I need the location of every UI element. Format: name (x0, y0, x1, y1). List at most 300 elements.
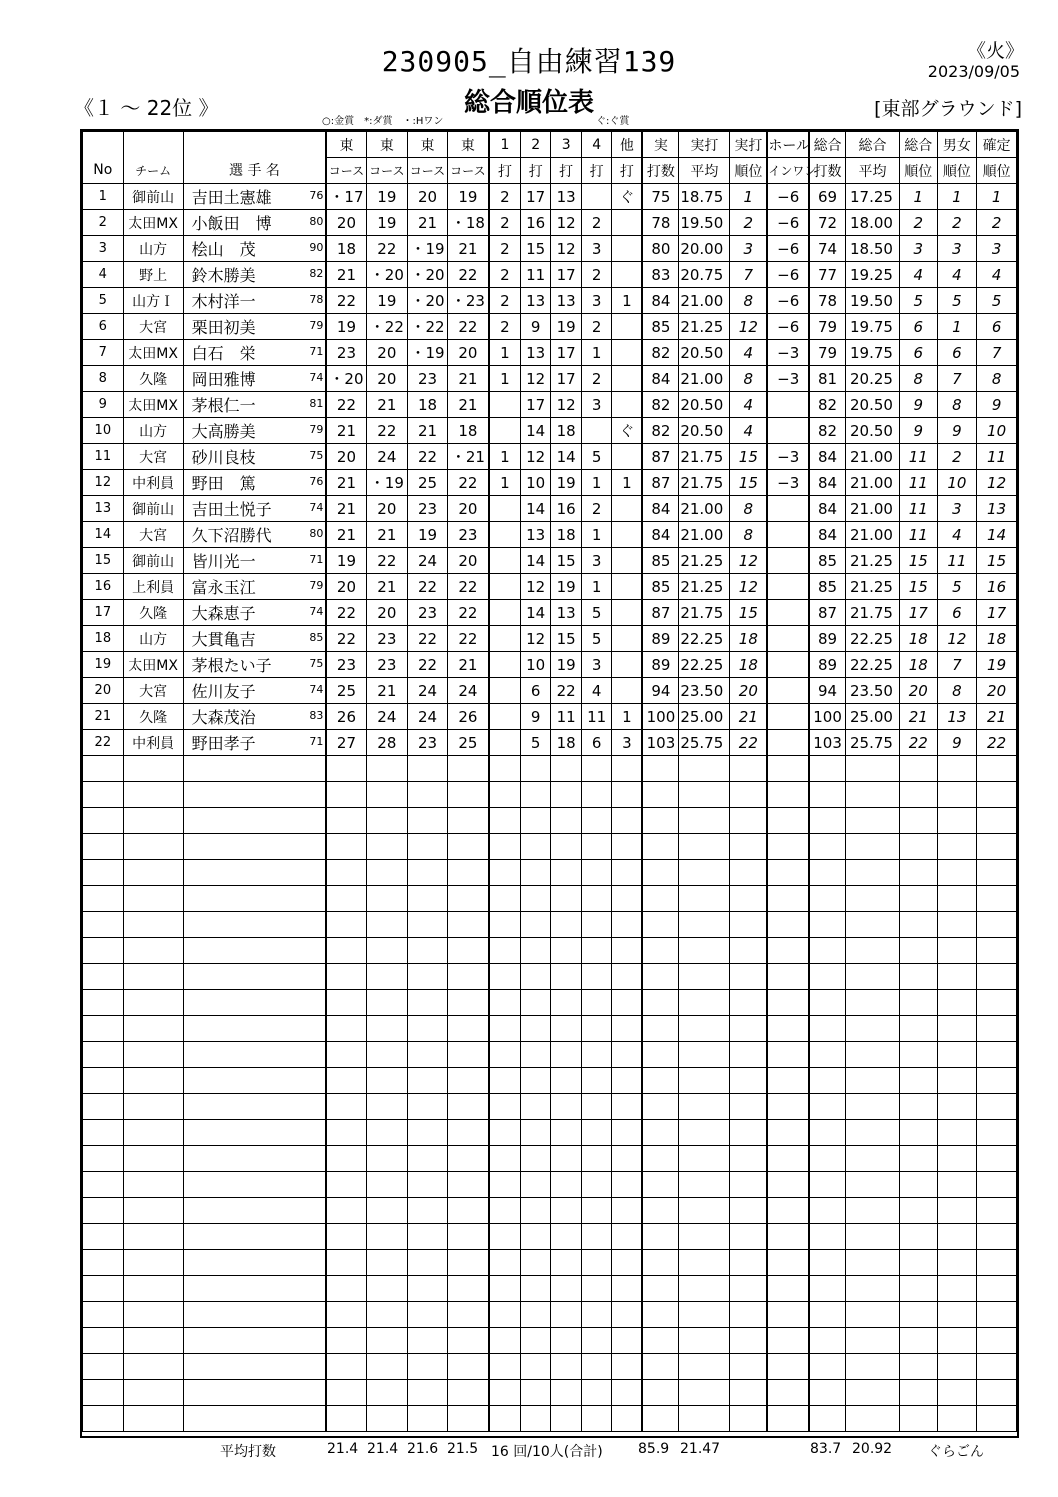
empty-cell (447, 756, 489, 782)
empty-cell (520, 834, 550, 860)
empty-row (83, 1276, 1017, 1302)
cell-no: 19 (83, 652, 124, 678)
column-header-17: 平均 (846, 158, 900, 184)
empty-cell (642, 1224, 679, 1250)
column-header-4: コース (366, 158, 408, 184)
player-name: 佐川友子 (191, 682, 256, 701)
cell-total: 85 (809, 548, 846, 574)
cell-h4: 1 (581, 340, 611, 366)
cell-h1: 2 (489, 288, 521, 314)
cell-team: 太田MX (123, 392, 183, 418)
empty-cell (612, 1120, 642, 1146)
cell-other: 3 (612, 730, 642, 756)
cell-team: 山方 (123, 236, 183, 262)
cell-hio (767, 418, 809, 444)
empty-cell (809, 912, 846, 938)
empty-cell (937, 782, 977, 808)
empty-cell (83, 1406, 124, 1432)
empty-cell (937, 756, 977, 782)
cell-hio (767, 392, 809, 418)
empty-cell (489, 1042, 521, 1068)
empty-cell (767, 860, 809, 886)
cell-h1: 2 (489, 262, 521, 288)
cell-h3: 19 (551, 652, 581, 678)
empty-cell (937, 912, 977, 938)
cell-h2: 14 (520, 600, 550, 626)
cell-avg: 20.75 (679, 262, 730, 288)
empty-cell (83, 1120, 124, 1146)
empty-cell (581, 990, 611, 1016)
player-age: 76 (309, 189, 324, 202)
empty-cell (642, 1094, 679, 1120)
cell-team: 太田MX (123, 652, 183, 678)
player-name: 吉田土悦子 (191, 500, 272, 519)
cell-rank: 12 (730, 548, 768, 574)
cell-c1: 22 (326, 392, 366, 418)
empty-cell (730, 756, 768, 782)
cell-tavg: 19.25 (846, 262, 900, 288)
empty-cell (408, 912, 448, 938)
cell-strokes: 75 (642, 184, 679, 210)
cell-tavg: 21.00 (846, 496, 900, 522)
cell-h2: 13 (520, 340, 550, 366)
cell-total: 78 (809, 288, 846, 314)
empty-cell (937, 1354, 977, 1380)
empty-cell (899, 912, 937, 938)
cell-strokes: 85 (642, 548, 679, 574)
empty-cell (612, 1224, 642, 1250)
cell-grank: 13 (937, 704, 977, 730)
empty-cell (447, 1250, 489, 1276)
empty-cell (489, 1328, 521, 1354)
cell-no: 3 (83, 236, 124, 262)
cell-grank: 1 (937, 314, 977, 340)
empty-cell (326, 1406, 366, 1432)
empty-cell (642, 1198, 679, 1224)
cell-h1 (489, 548, 521, 574)
empty-cell (183, 964, 326, 990)
empty-cell (679, 1198, 730, 1224)
empty-cell (326, 1276, 366, 1302)
cell-team: 御前山 (123, 548, 183, 574)
footer-course2-avg: 21.4 (367, 1441, 399, 1457)
player-name: 岡田雅博 (191, 370, 256, 389)
cell-c3: 23 (408, 366, 448, 392)
empty-cell (937, 808, 977, 834)
cell-c1: 20 (326, 574, 366, 600)
player-age: 76 (309, 475, 324, 488)
cell-other (612, 366, 642, 392)
cell-c4: 22 (447, 626, 489, 652)
empty-cell (83, 1016, 124, 1042)
empty-cell (489, 1276, 521, 1302)
cell-c1: 21 (326, 496, 366, 522)
cell-h1: 1 (489, 470, 521, 496)
empty-cell (767, 782, 809, 808)
cell-total: 84 (809, 470, 846, 496)
empty-cell (679, 756, 730, 782)
empty-cell (809, 1328, 846, 1354)
empty-cell (977, 990, 1017, 1016)
empty-cell (846, 1406, 900, 1432)
cell-total: 82 (809, 392, 846, 418)
cell-h3: 12 (551, 392, 581, 418)
empty-cell (679, 886, 730, 912)
player-age: 75 (309, 449, 324, 462)
cell-c4: 22 (447, 314, 489, 340)
player-age: 80 (309, 527, 324, 540)
cell-final: 22 (977, 730, 1017, 756)
empty-cell (937, 938, 977, 964)
cell-h1: 2 (489, 236, 521, 262)
empty-cell (612, 1302, 642, 1328)
cell-h4: 3 (581, 236, 611, 262)
empty-cell (489, 782, 521, 808)
empty-cell (581, 964, 611, 990)
empty-cell (489, 1380, 521, 1406)
empty-cell (899, 1224, 937, 1250)
empty-cell (809, 886, 846, 912)
empty-cell (581, 1042, 611, 1068)
cell-grank: 9 (937, 730, 977, 756)
empty-cell (366, 1094, 408, 1120)
empty-cell (899, 1120, 937, 1146)
empty-cell (83, 990, 124, 1016)
footer-total-avg: 83.7 (810, 1441, 842, 1457)
empty-cell (366, 1328, 408, 1354)
cell-trank: 15 (899, 548, 937, 574)
empty-cell (612, 1068, 642, 1094)
cell-tavg: 20.25 (846, 366, 900, 392)
empty-cell (730, 1094, 768, 1120)
cell-no: 8 (83, 366, 124, 392)
cell-c4: 22 (447, 600, 489, 626)
cell-h3: 13 (551, 184, 581, 210)
empty-cell (326, 886, 366, 912)
empty-cell (183, 834, 326, 860)
player-name-cell (183, 392, 326, 418)
empty-cell (977, 1042, 1017, 1068)
cell-tavg: 25.75 (846, 730, 900, 756)
player-name-cell (183, 184, 326, 210)
empty-cell (183, 1276, 326, 1302)
column-header-top-2 (183, 132, 326, 158)
table-row (83, 548, 1017, 574)
cell-rank: 12 (730, 314, 768, 340)
empty-cell (326, 860, 366, 886)
empty-cell (123, 1328, 183, 1354)
empty-cell (581, 1276, 611, 1302)
player-age: 85 (309, 631, 324, 644)
cell-hio (767, 600, 809, 626)
empty-cell (679, 1120, 730, 1146)
column-header-top-12: 実 (642, 132, 679, 158)
cell-other (612, 600, 642, 626)
empty-cell (767, 1042, 809, 1068)
table-row (83, 392, 1017, 418)
empty-cell (520, 1016, 550, 1042)
empty-cell (326, 1302, 366, 1328)
empty-cell (366, 1016, 408, 1042)
footer-strokes-avg: 85.9 (638, 1441, 670, 1457)
cell-strokes: 84 (642, 288, 679, 314)
empty-cell (899, 1302, 937, 1328)
cell-tavg: 19.50 (846, 288, 900, 314)
cell-h3: 13 (551, 600, 581, 626)
cell-avg: 25.00 (679, 704, 730, 730)
empty-cell (551, 1224, 581, 1250)
cell-h1 (489, 626, 521, 652)
empty-cell (642, 1068, 679, 1094)
empty-cell (899, 1146, 937, 1172)
cell-tavg: 19.75 (846, 340, 900, 366)
empty-row (83, 912, 1017, 938)
cell-avg: 22.25 (679, 626, 730, 652)
cell-team: 御前山 (123, 184, 183, 210)
cell-grank: 9 (937, 418, 977, 444)
cell-rank: 4 (730, 340, 768, 366)
footer-course4-avg: 21.5 (447, 1441, 479, 1457)
empty-cell (977, 1120, 1017, 1146)
empty-cell (551, 964, 581, 990)
empty-cell (83, 808, 124, 834)
empty-cell (730, 1042, 768, 1068)
cell-tavg: 21.25 (846, 548, 900, 574)
player-name: 野田 篤 (191, 474, 256, 493)
player-name: 茅根仁一 (191, 396, 256, 415)
empty-cell (581, 1198, 611, 1224)
empty-cell (977, 912, 1017, 938)
cell-trank: 11 (899, 470, 937, 496)
cell-team: 大宮 (123, 314, 183, 340)
empty-cell (612, 1380, 642, 1406)
cell-c2: 28 (366, 730, 408, 756)
empty-cell (937, 1068, 977, 1094)
empty-cell (408, 1042, 448, 1068)
empty-cell (123, 1042, 183, 1068)
empty-cell (489, 1068, 521, 1094)
empty-cell (366, 782, 408, 808)
empty-cell (642, 808, 679, 834)
cell-strokes: 80 (642, 236, 679, 262)
cell-hio (767, 678, 809, 704)
cell-avg: 21.25 (679, 548, 730, 574)
empty-cell (937, 1328, 977, 1354)
empty-cell (520, 1094, 550, 1120)
cell-grank: 5 (937, 288, 977, 314)
table-row (83, 210, 1017, 236)
cell-c1: ・20 (326, 366, 366, 392)
empty-cell (447, 782, 489, 808)
empty-cell (183, 1380, 326, 1406)
empty-cell (899, 808, 937, 834)
cell-other (612, 444, 642, 470)
empty-cell (551, 886, 581, 912)
cell-total: 89 (809, 626, 846, 652)
empty-cell (937, 1380, 977, 1406)
empty-cell (447, 1068, 489, 1094)
empty-cell (447, 938, 489, 964)
empty-cell (846, 1042, 900, 1068)
cell-trank: 17 (899, 600, 937, 626)
empty-cell (447, 1198, 489, 1224)
empty-cell (326, 1016, 366, 1042)
player-age: 80 (309, 215, 324, 228)
cell-avg: 21.25 (679, 314, 730, 340)
column-header-top-7: 1 (489, 132, 521, 158)
cell-other: ぐ (612, 418, 642, 444)
empty-cell (846, 1328, 900, 1354)
empty-cell (899, 938, 937, 964)
empty-cell (642, 964, 679, 990)
empty-cell (408, 834, 448, 860)
column-header-top-19: 男女 (937, 132, 977, 158)
cell-h4: 11 (581, 704, 611, 730)
cell-tavg: 19.75 (846, 314, 900, 340)
empty-cell (447, 1406, 489, 1432)
empty-cell (520, 1302, 550, 1328)
empty-cell (447, 808, 489, 834)
column-header-top-8: 2 (520, 132, 550, 158)
cell-hio (767, 496, 809, 522)
column-header-19: 順位 (937, 158, 977, 184)
empty-cell (581, 1146, 611, 1172)
empty-cell (977, 756, 1017, 782)
empty-cell (977, 1094, 1017, 1120)
cell-c2: ・22 (366, 314, 408, 340)
empty-cell (730, 782, 768, 808)
cell-c4: 18 (447, 418, 489, 444)
empty-cell (520, 1146, 550, 1172)
empty-cell (123, 990, 183, 1016)
empty-cell (679, 990, 730, 1016)
empty-row (83, 1042, 1017, 1068)
empty-cell (83, 1354, 124, 1380)
cell-h3: 11 (551, 704, 581, 730)
cell-h4: 2 (581, 314, 611, 340)
cell-team: 太田MX (123, 340, 183, 366)
empty-cell (520, 1042, 550, 1068)
empty-cell (612, 1276, 642, 1302)
empty-cell (123, 912, 183, 938)
empty-cell (366, 1302, 408, 1328)
player-name: 栗田初美 (191, 318, 256, 337)
player-age: 74 (309, 371, 324, 384)
empty-cell (767, 1406, 809, 1432)
player-age: 90 (309, 241, 324, 254)
empty-cell (612, 912, 642, 938)
empty-cell (846, 912, 900, 938)
empty-cell (326, 964, 366, 990)
cell-c4: ・23 (447, 288, 489, 314)
cell-h3: 15 (551, 626, 581, 652)
table-row (83, 704, 1017, 730)
empty-cell (899, 834, 937, 860)
empty-cell (489, 1250, 521, 1276)
empty-cell (846, 808, 900, 834)
table-row (83, 470, 1017, 496)
cell-rank: 8 (730, 522, 768, 548)
cell-rank: 8 (730, 496, 768, 522)
empty-cell (899, 1198, 937, 1224)
player-name-cell (183, 548, 326, 574)
empty-cell (366, 834, 408, 860)
empty-cell (520, 1172, 550, 1198)
empty-cell (326, 782, 366, 808)
column-header-10: 打 (581, 158, 611, 184)
cell-h2: 11 (520, 262, 550, 288)
cell-avg: 21.75 (679, 600, 730, 626)
column-header-top-6: 東 (447, 132, 489, 158)
empty-cell (408, 1016, 448, 1042)
empty-cell (612, 1146, 642, 1172)
empty-cell (408, 756, 448, 782)
player-name-cell (183, 522, 326, 548)
column-header-16: 打数 (809, 158, 846, 184)
cell-avg: 21.00 (679, 288, 730, 314)
cell-other (612, 522, 642, 548)
empty-cell (83, 938, 124, 964)
empty-row (83, 1172, 1017, 1198)
cell-c4: 21 (447, 652, 489, 678)
column-header-15: インワン (767, 158, 809, 184)
column-header-top-15: ホール (767, 132, 809, 158)
cell-h2: 14 (520, 418, 550, 444)
cell-avg: 25.75 (679, 730, 730, 756)
empty-cell (846, 1094, 900, 1120)
cell-total: 77 (809, 262, 846, 288)
column-header-14: 順位 (730, 158, 768, 184)
empty-cell (551, 782, 581, 808)
player-age: 79 (309, 319, 324, 332)
cell-team: 大宮 (123, 444, 183, 470)
empty-cell (809, 1406, 846, 1432)
cell-trank: 4 (899, 262, 937, 288)
cell-final: 6 (977, 314, 1017, 340)
empty-cell (83, 1380, 124, 1406)
cell-h1 (489, 418, 521, 444)
cell-h3: 18 (551, 730, 581, 756)
cell-rank: 7 (730, 262, 768, 288)
empty-cell (551, 1250, 581, 1276)
empty-cell (767, 1172, 809, 1198)
empty-cell (642, 1146, 679, 1172)
empty-cell (679, 938, 730, 964)
cell-c3: 23 (408, 496, 448, 522)
empty-cell (551, 938, 581, 964)
empty-cell (937, 1042, 977, 1068)
cell-final: 4 (977, 262, 1017, 288)
empty-row (83, 1354, 1017, 1380)
empty-cell (937, 1406, 977, 1432)
empty-cell (899, 990, 937, 1016)
empty-row (83, 990, 1017, 1016)
empty-row (83, 808, 1017, 834)
empty-cell (447, 1224, 489, 1250)
empty-cell (366, 1120, 408, 1146)
empty-cell (489, 1094, 521, 1120)
empty-cell (977, 1224, 1017, 1250)
empty-cell (183, 938, 326, 964)
cell-other: 1 (612, 470, 642, 496)
empty-cell (83, 782, 124, 808)
empty-cell (489, 912, 521, 938)
empty-cell (366, 1198, 408, 1224)
cell-strokes: 103 (642, 730, 679, 756)
cell-c2: 21 (366, 574, 408, 600)
player-name-cell (183, 288, 326, 314)
cell-total: 84 (809, 444, 846, 470)
